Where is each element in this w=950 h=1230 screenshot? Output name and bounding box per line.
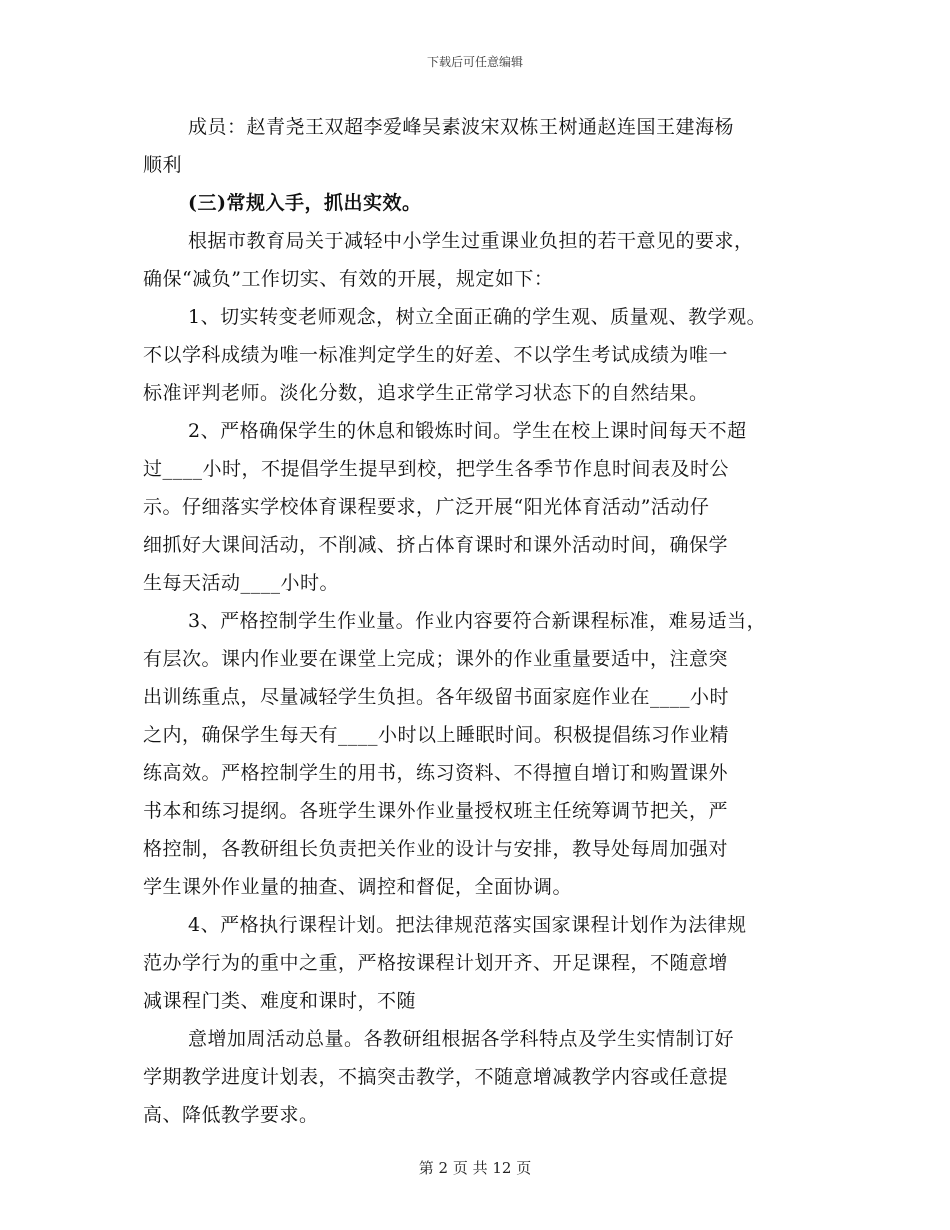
text-line: 出训练重点，尽量减轻学生负担。各年级留书面家庭作业在____小时 [143,686,730,708]
page-footer: 第 2 页 共 12 页 [418,1159,532,1177]
text-line: 确保“减负”工作切实、有效的开展，规定如下： [143,268,554,290]
text-line: 练高效。严格控制学生的用书，练习资料、不得擅自增订和购置课外 [143,762,729,784]
text-line: 过____小时，不提倡学生提早到校，把学生各季节作息时间表及时公 [143,458,730,480]
text-line: 示。仔细落实学校体育课程要求，广泛开展“阳光体育活动”活动仔 [143,496,710,518]
text-line: 细抓好大课间活动，不削减、挤占体育课时和课外活动时间，确保学 [143,534,729,556]
text-line: 学期教学进度计划表，不搞突击教学，不随意增减教学内容或任意提 [143,1066,729,1088]
text-line: 意增加周活动总量。各教研组根据各学科特点及学生实情制订好 [188,1028,735,1050]
text-line: 有层次。课内作业要在课堂上完成；课外的作业重量要适中，注意突 [143,648,729,670]
text-line: 书本和练习提纲。各班学生课外作业量授权班主任统筹调节把关，严 [143,800,729,822]
text-line: 成员：赵青尧王双超李爱峰吴素波宋双栋王树通赵连国王建海杨 [188,116,735,138]
text-line: 生每天活动____小时。 [143,572,340,594]
text-line: 顺利 [143,154,183,176]
text-line: 根据市教育局关于减轻中小学生过重课业负担的若干意见的要求， [188,230,754,252]
text-line: 范办学行为的重中之重，严格按课程计划开齐、开足课程，不随意增 [143,952,729,974]
document-body [143,108,833,1134]
text-line: 4、严格执行课程计划。把法律规范落实国家课程计划作为法律规 [188,914,747,936]
text-line: 2、严格确保学生的休息和锻炼时间。学生在校上课时间每天不超 [188,420,747,442]
text-line: 学生课外作业量的抽查、调控和督促，全面协调。 [143,876,573,898]
text-line: 减课程门类、难度和课时，不随 [143,990,417,1012]
text-line: 格控制，各教研组长负责把关作业的设计与安排，教导处每周加强对 [143,838,729,860]
text-line: 标准评判老师。淡化分数，追求学生正常学习状态下的自然结果。 [143,382,709,404]
text-line: 之内，确保学生每天有____小时以上睡眠时间。积极提倡练习作业精 [143,724,730,746]
section-heading: (三)常规入手，抓出实效。 [188,192,422,214]
text-line: 高、降低教学要求。 [143,1104,319,1126]
text-line: 1、切实转变老师观念，树立全面正确的学生观、质量观、教学观。 [188,306,767,328]
text-line: 3、严格控制学生作业量。作业内容要符合新课程标准，难易适当， [188,610,767,632]
page-header: 下载后可任意编辑 [426,55,523,69]
text-line: 不以学科成绩为唯一标准判定学生的好差、不以学生考试成绩为唯一 [143,344,729,366]
